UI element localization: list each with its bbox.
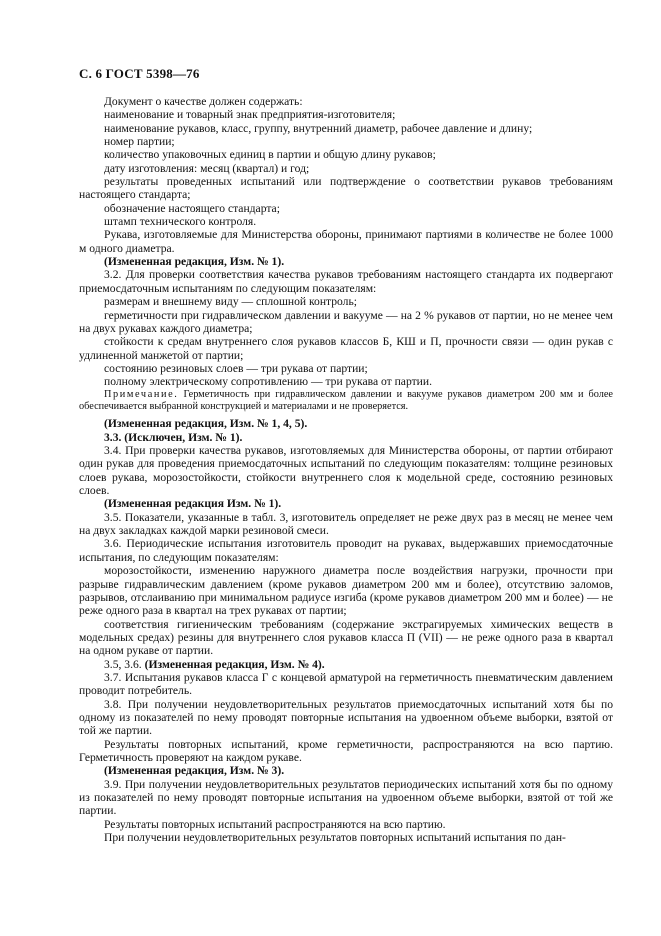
- note-text: Герметичность при гидравлическом давлении и вакууме рукавов диаметром 200 мм и более обеспечивается выбранной конструкцией и материалами и не проверяется.: [79, 388, 614, 412]
- paragraph: Рукава, изготовляемые для Министерства обороны, принимают партиями в количестве не более 1000 м одного диаметра.: [79, 228, 613, 255]
- list-item: наименование рукавов, класс, группу, внутренний диаметр, рабочее давление и длину;: [104, 121, 533, 135]
- list-item: соответствия гигиеническим требованиям (содержание экстрагируемых химических веществ в модельных средах) резины для внутреннего слоя рукавов класса П (VII) — не реже одного раза в квартал на одном рукаве от партии.: [79, 617, 613, 658]
- list-item: результаты проведенных испытаний или подтверждение о соответствии рукавов требованиям настоящего стандарта;: [79, 175, 613, 202]
- clause-ref: 3.5, 3.6.: [104, 657, 142, 671]
- list-item: наименование и товарный знак предприятия-изготовителя;: [104, 108, 396, 122]
- clause-3-4: 3.4. При проверки качества рукавов, изготовляемых для Министерства обороны, от партии отбирают один рукав для проведения приемосдаточных испытаний по следующим показателям: толщине резиновых слоев рукава, морозостойкости, стойкости внутреннего слоя к модельной среде, состоянию резиновых слоев.: [79, 444, 613, 498]
- clause-3-3: 3.3. (Исключен, Изм. № 1).: [104, 430, 243, 444]
- list-item: обозначение настоящего стандарта;: [104, 201, 280, 215]
- list-item: полному электрическому сопротивлению — три рукава от партии.: [104, 375, 432, 389]
- list-item: размерам и внешнему виду — сплошной контроль;: [104, 295, 357, 309]
- list-item: стойкости к средам внутреннего слоя рукавов классов Б, КШ и П, прочности связи — один рукав с удлиненной манжетой от партии;: [79, 335, 613, 362]
- note-label: Примечание.: [104, 388, 179, 400]
- amendment-note: (Измененная редакция, Изм. № 3).: [104, 764, 285, 778]
- amendment-note: (Измененная редакция, Изм. № 4).: [144, 657, 325, 671]
- note: [79, 389, 613, 414]
- paragraph: При получении неудовлетворительных результатов повторных испытаний испытания по дан-: [104, 831, 566, 845]
- list-item: герметичности при гидравлическом давлении и вакууме — на 2 % рукавов от партии, но не менее чем на двух рукавах каждого диаметра;: [79, 308, 613, 335]
- list-item: морозостойкости, изменению наружного диаметра после воздействия нагрузки, прочности при разрыве гидравлическим давлением (кроме рукавов диаметром 200 мм и более), отсутствию заломов, разрывов, отслаиванию при минимальном радиусе изгиба (кроме рукавов диаметром 200 мм и более) — не реже одного раза в квартал на трех рукавах от партии;: [79, 564, 613, 618]
- clause-3-9: 3.9. При получении неудовлетворительных результатов периодических испытаний хотя бы по одному из показателей по нему проводят повторные испытания на удвоенном объеме выборки, взятой от той же партии.: [79, 777, 613, 818]
- paragraph: Результаты повторных испытаний, кроме герметичности, распространяются на всю партию. Герметичность проверяют на каждом рукаве.: [79, 737, 613, 764]
- paragraph: Документ о качестве должен содержать:: [104, 95, 303, 108]
- clause-3-5: 3.5. Показатели, указанные в табл. 3, изготовитель определяет не реже двух раз в месяц не менее чем на двух закладках каждой марки резиновой смеси.: [79, 510, 613, 538]
- paragraph: Результаты повторных испытаний распространяются на всю партию.: [104, 817, 446, 831]
- list-item: количество упаковочных единиц в партии и общую длину рукавов;: [104, 148, 436, 162]
- list-item: номер партии;: [104, 135, 175, 149]
- document-body: [79, 95, 613, 844]
- clause-3-8: 3.8. При получении неудовлетворительных результатов приемосдаточных испытаний хотя бы по одному из показателей по нему проводят повторные испытания на удвоенном объеме выборки, взятой от той же партии.: [79, 697, 613, 738]
- amendment-note: (Измененная редакция Изм. № 1).: [104, 497, 282, 511]
- amendment-line: [79, 658, 613, 671]
- page-header: С. 6 ГОСТ 5398—76: [79, 66, 200, 81]
- list-item: дату изготовления: месяц (квартал) и год;: [104, 161, 310, 175]
- list-item: состоянию резиновых слоев — три рукава от партии;: [104, 361, 368, 375]
- clause-3-6: 3.6. Периодические испытания изготовитель проводит на рукавах, выдержавших приемосдаточные испытания, по следующим показателям:: [79, 537, 613, 564]
- amendment-note: (Измененная редакция, Изм. № 1).: [104, 255, 285, 269]
- clause-3-2: 3.2. Для проверки соответствия качества рукавов требованиям настоящего стандарта их подвергают приемосдаточным испытаниям по следующим показателям:: [79, 268, 613, 295]
- amendment-note: (Измененная редакция, Изм. № 1, 4, 5).: [104, 417, 308, 431]
- clause-3-7: 3.7. Испытания рукавов класса Г с концевой арматурой на герметичность пневматическим давлением проводит потребитель.: [79, 670, 613, 698]
- list-item: штамп технического контроля.: [104, 215, 257, 229]
